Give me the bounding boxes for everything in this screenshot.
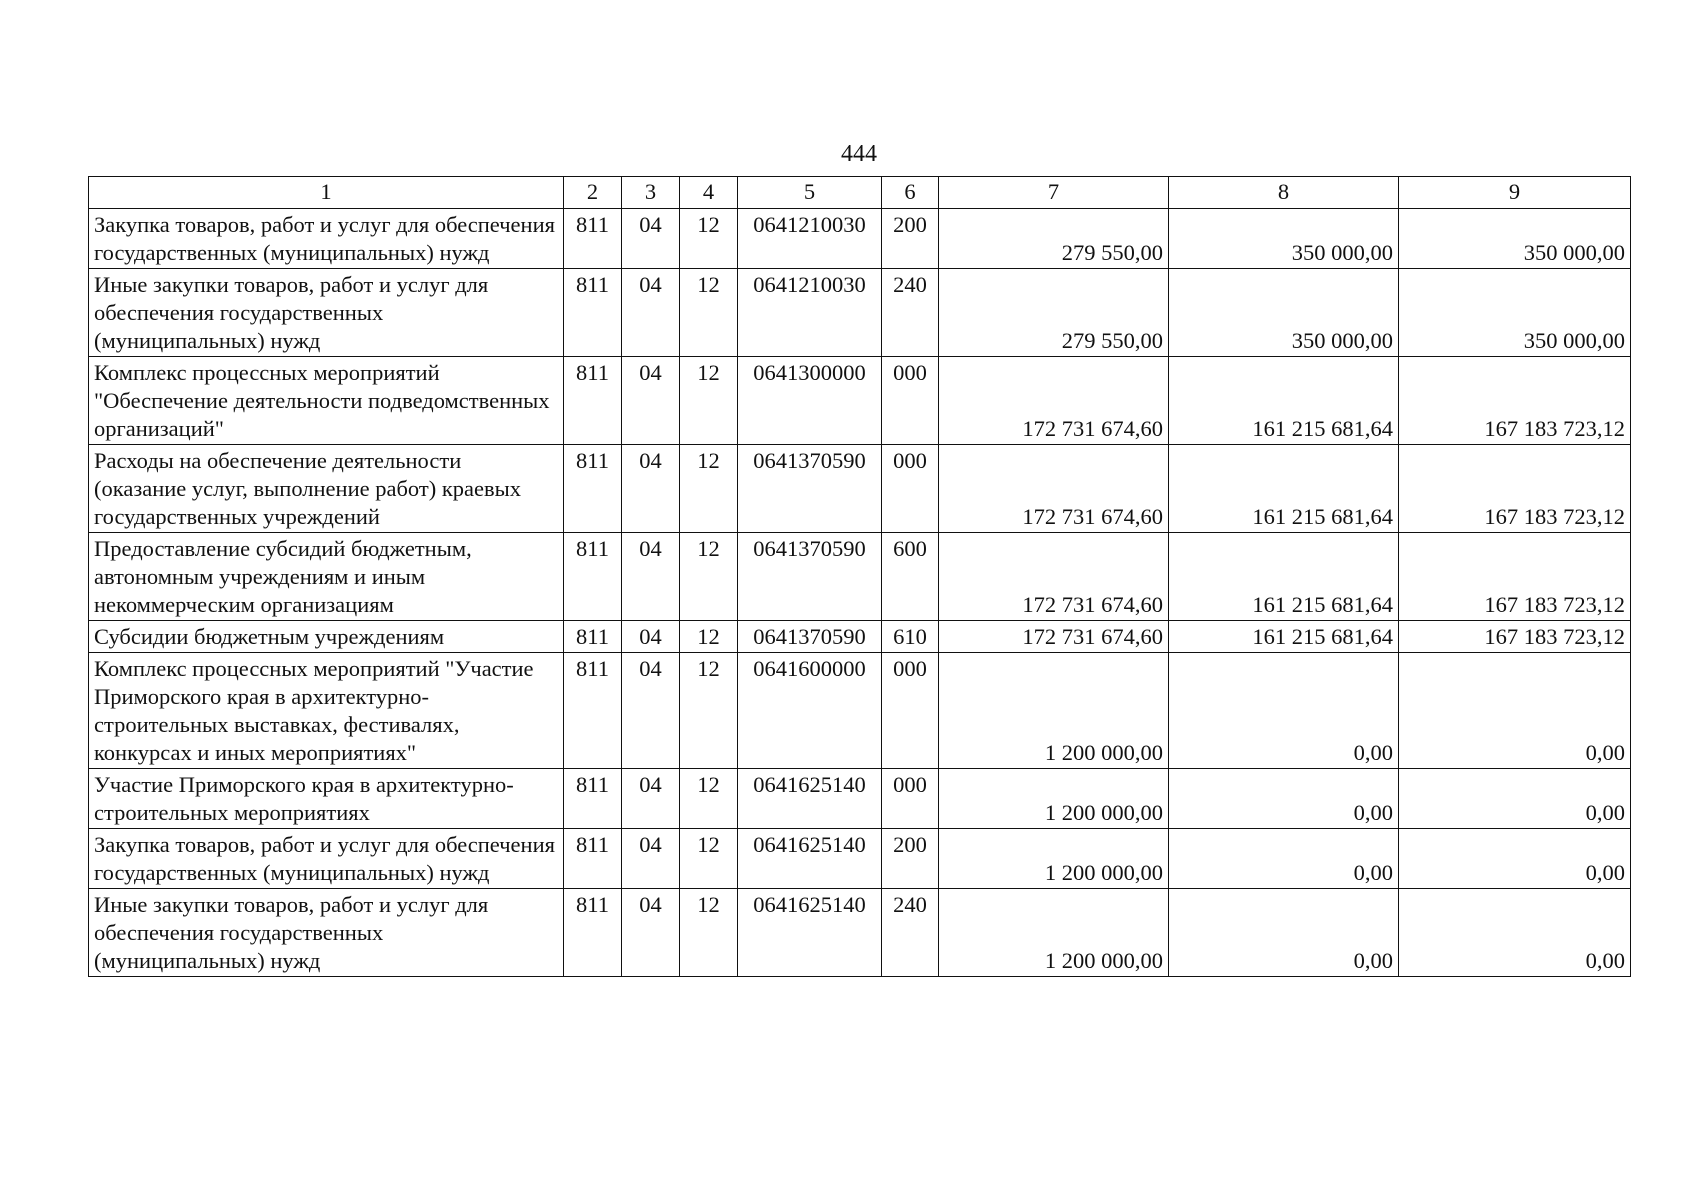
expense-name: Субсидии бюджетным учреждениям bbox=[89, 621, 564, 653]
expense-type-code: 610 bbox=[882, 621, 939, 653]
expense-type-code: 200 bbox=[882, 829, 939, 889]
section-code: 04 bbox=[622, 533, 680, 621]
amount-col-8: 161 215 681,64 bbox=[1169, 533, 1399, 621]
subsection-code: 12 bbox=[680, 769, 738, 829]
expense-name: Комплекс процессных мероприятий "Участие Приморского края в архитектурно-строительных выставках, фестивалях, конкурсах и иных мероприятиях" bbox=[89, 653, 564, 769]
expense-name: Закупка товаров, работ и услуг для обеспечения государственных (муниципальных) нужд bbox=[89, 209, 564, 269]
amount-col-9: 0,00 bbox=[1399, 653, 1631, 769]
amount-col-8: 0,00 bbox=[1169, 653, 1399, 769]
amount-col-9: 167 183 723,12 bbox=[1399, 533, 1631, 621]
section-code: 04 bbox=[622, 209, 680, 269]
section-code: 04 bbox=[622, 769, 680, 829]
subsection-code: 12 bbox=[680, 829, 738, 889]
table-row bbox=[89, 653, 1631, 769]
amount-col-8: 0,00 bbox=[1169, 769, 1399, 829]
expense-type-code: 000 bbox=[882, 357, 939, 445]
ministry-code: 811 bbox=[564, 533, 622, 621]
header-cell-5: 5 bbox=[738, 177, 882, 209]
amount-col-7: 1 200 000,00 bbox=[939, 769, 1169, 829]
amount-col-7: 172 731 674,60 bbox=[939, 445, 1169, 533]
amount-col-7: 279 550,00 bbox=[939, 269, 1169, 357]
section-code: 04 bbox=[622, 357, 680, 445]
ministry-code: 811 bbox=[564, 445, 622, 533]
expense-name: Участие Приморского края в архитектурно-строительных мероприятиях bbox=[89, 769, 564, 829]
expense-name: Закупка товаров, работ и услуг для обеспечения государственных (муниципальных) нужд bbox=[89, 829, 564, 889]
amount-col-8: 161 215 681,64 bbox=[1169, 357, 1399, 445]
amount-col-8: 161 215 681,64 bbox=[1169, 445, 1399, 533]
table-row bbox=[89, 889, 1631, 977]
amount-col-8: 161 215 681,64 bbox=[1169, 621, 1399, 653]
table-row bbox=[89, 209, 1631, 269]
amount-col-7: 172 731 674,60 bbox=[939, 621, 1169, 653]
amount-col-8: 350 000,00 bbox=[1169, 269, 1399, 357]
expense-name: Иные закупки товаров, работ и услуг для обеспечения государственных (муниципальных) нужд bbox=[89, 269, 564, 357]
expense-name: Комплекс процессных мероприятий "Обеспечение деятельности подведомственных организаций" bbox=[89, 357, 564, 445]
header-cell-8: 8 bbox=[1169, 177, 1399, 209]
target-article-code: 0641625140 bbox=[738, 829, 882, 889]
amount-col-7: 279 550,00 bbox=[939, 209, 1169, 269]
subsection-code: 12 bbox=[680, 209, 738, 269]
amount-col-9: 167 183 723,12 bbox=[1399, 357, 1631, 445]
amount-col-9: 0,00 bbox=[1399, 769, 1631, 829]
target-article-code: 0641370590 bbox=[738, 445, 882, 533]
ministry-code: 811 bbox=[564, 269, 622, 357]
subsection-code: 12 bbox=[680, 621, 738, 653]
budget-table bbox=[88, 176, 1631, 977]
expense-type-code: 200 bbox=[882, 209, 939, 269]
amount-col-9: 167 183 723,12 bbox=[1399, 445, 1631, 533]
amount-col-9: 167 183 723,12 bbox=[1399, 621, 1631, 653]
ministry-code: 811 bbox=[564, 357, 622, 445]
header-cell-9: 9 bbox=[1399, 177, 1631, 209]
section-code: 04 bbox=[622, 621, 680, 653]
header-cell-2: 2 bbox=[564, 177, 622, 209]
header-cell-7: 7 bbox=[939, 177, 1169, 209]
target-article-code: 0641370590 bbox=[738, 621, 882, 653]
expense-type-code: 000 bbox=[882, 445, 939, 533]
target-article-code: 0641625140 bbox=[738, 889, 882, 977]
amount-col-7: 1 200 000,00 bbox=[939, 653, 1169, 769]
target-article-code: 0641625140 bbox=[738, 769, 882, 829]
amount-col-8: 350 000,00 bbox=[1169, 209, 1399, 269]
amount-col-9: 0,00 bbox=[1399, 829, 1631, 889]
amount-col-8: 0,00 bbox=[1169, 889, 1399, 977]
target-article-code: 0641300000 bbox=[738, 357, 882, 445]
header-cell-1: 1 bbox=[89, 177, 564, 209]
amount-col-9: 350 000,00 bbox=[1399, 209, 1631, 269]
target-article-code: 0641600000 bbox=[738, 653, 882, 769]
subsection-code: 12 bbox=[680, 269, 738, 357]
table-row bbox=[89, 769, 1631, 829]
table-row bbox=[89, 829, 1631, 889]
subsection-code: 12 bbox=[680, 653, 738, 769]
expense-type-code: 240 bbox=[882, 889, 939, 977]
expense-type-code: 000 bbox=[882, 769, 939, 829]
ministry-code: 811 bbox=[564, 209, 622, 269]
table-row bbox=[89, 269, 1631, 357]
section-code: 04 bbox=[622, 889, 680, 977]
header-cell-6: 6 bbox=[882, 177, 939, 209]
ministry-code: 811 bbox=[564, 829, 622, 889]
header-row bbox=[89, 177, 1631, 209]
header-cell-4: 4 bbox=[680, 177, 738, 209]
amount-col-7: 1 200 000,00 bbox=[939, 889, 1169, 977]
amount-col-7: 172 731 674,60 bbox=[939, 533, 1169, 621]
subsection-code: 12 bbox=[680, 889, 738, 977]
amount-col-9: 0,00 bbox=[1399, 889, 1631, 977]
section-code: 04 bbox=[622, 653, 680, 769]
amount-col-7: 1 200 000,00 bbox=[939, 829, 1169, 889]
expense-type-code: 240 bbox=[882, 269, 939, 357]
ministry-code: 811 bbox=[564, 621, 622, 653]
expense-type-code: 000 bbox=[882, 653, 939, 769]
ministry-code: 811 bbox=[564, 889, 622, 977]
table-row bbox=[89, 533, 1631, 621]
section-code: 04 bbox=[622, 829, 680, 889]
target-article-code: 0641210030 bbox=[738, 209, 882, 269]
amount-col-9: 350 000,00 bbox=[1399, 269, 1631, 357]
table-row bbox=[89, 621, 1631, 653]
section-code: 04 bbox=[622, 445, 680, 533]
subsection-code: 12 bbox=[680, 445, 738, 533]
target-article-code: 0641370590 bbox=[738, 533, 882, 621]
expense-name: Расходы на обеспечение деятельности (оказание услуг, выполнение работ) краевых государственных учреждений bbox=[89, 445, 564, 533]
expense-name: Предоставление субсидий бюджетным, автономным учреждениям и иным некоммерческим организациям bbox=[89, 533, 564, 621]
header-cell-3: 3 bbox=[622, 177, 680, 209]
expense-type-code: 600 bbox=[882, 533, 939, 621]
amount-col-8: 0,00 bbox=[1169, 829, 1399, 889]
page-number: 444 bbox=[841, 141, 877, 167]
ministry-code: 811 bbox=[564, 769, 622, 829]
table-row bbox=[89, 357, 1631, 445]
ministry-code: 811 bbox=[564, 653, 622, 769]
table-row bbox=[89, 445, 1631, 533]
target-article-code: 0641210030 bbox=[738, 269, 882, 357]
amount-col-7: 172 731 674,60 bbox=[939, 357, 1169, 445]
subsection-code: 12 bbox=[680, 533, 738, 621]
expense-name: Иные закупки товаров, работ и услуг для обеспечения государственных (муниципальных) нужд bbox=[89, 889, 564, 977]
subsection-code: 12 bbox=[680, 357, 738, 445]
section-code: 04 bbox=[622, 269, 680, 357]
